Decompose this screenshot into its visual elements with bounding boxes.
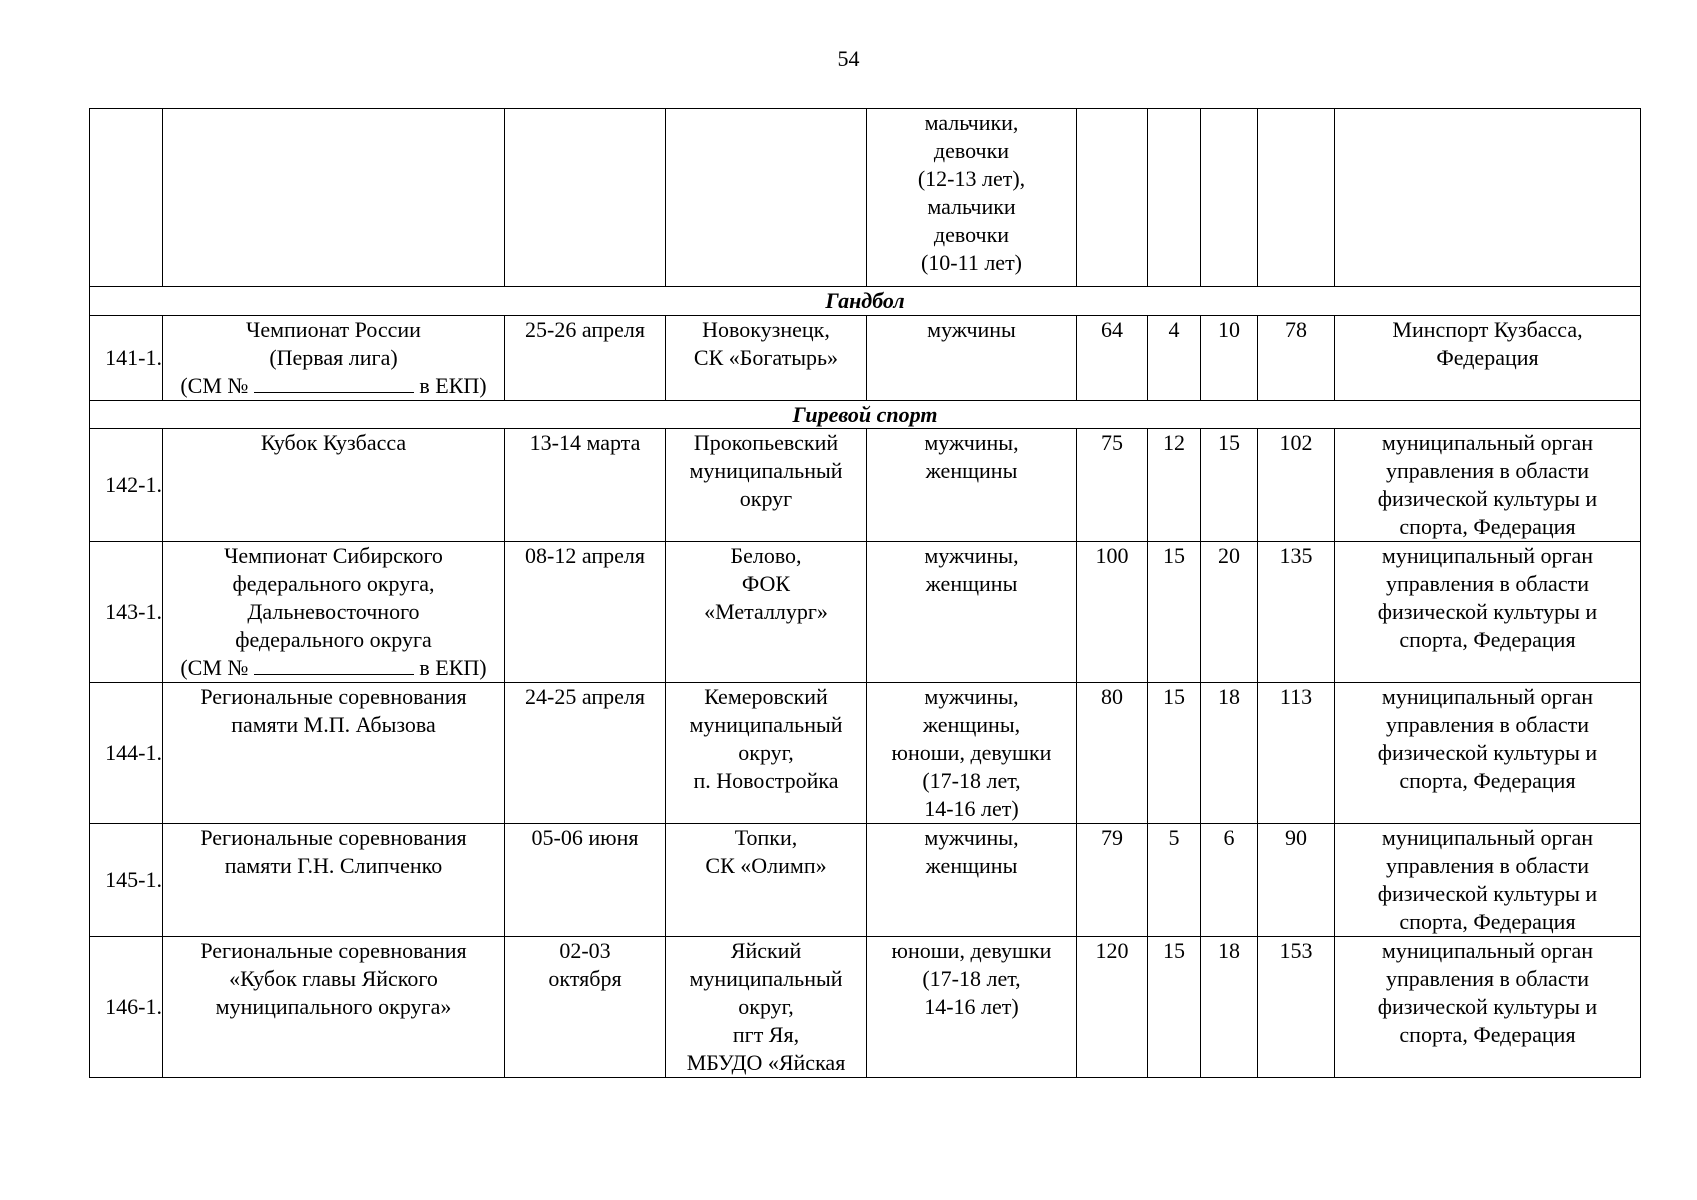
table-row bbox=[90, 937, 1641, 1078]
cell-organizer bbox=[1335, 109, 1641, 287]
cell-c1: 64 bbox=[1077, 316, 1148, 401]
event-name-line: Дальневосточного bbox=[247, 599, 420, 624]
event-name-line: федерального округа bbox=[235, 627, 432, 652]
cell-name: Региональные соревнования «Кубок главы Яйского муниципального округа» bbox=[163, 937, 505, 1078]
cell-c3: 15 bbox=[1201, 429, 1258, 542]
cell-c2: 15 bbox=[1148, 683, 1201, 824]
cell-place: Кемеровский муниципальный округ, п. Новостройка bbox=[666, 683, 867, 824]
cell-dates: 13-14 марта bbox=[505, 429, 666, 542]
cell-participants: мужчины, женщины bbox=[867, 542, 1077, 683]
section-title: Гандбол bbox=[90, 287, 1641, 316]
cell-c2: 15 bbox=[1148, 542, 1201, 683]
cell-num: 142-1. bbox=[90, 429, 163, 542]
cell-c3: 18 bbox=[1201, 683, 1258, 824]
cell-num: 144-1. bbox=[90, 683, 163, 824]
cell-organizer: муниципальный орган управления в области физической культуры и спорта, Федерация bbox=[1335, 824, 1641, 937]
cell-place: Топки, СК «Олимп» bbox=[666, 824, 867, 937]
cell-name bbox=[163, 316, 505, 401]
event-name-line: Чемпионат России bbox=[246, 317, 421, 342]
event-name-line: Чемпионат Сибирского bbox=[224, 543, 443, 568]
section-header bbox=[90, 401, 1641, 429]
cell-participants: мужчины bbox=[867, 316, 1077, 401]
cell-participants: мужчины, женщины, юноши, девушки (17-18 лет, 14-16 лет) bbox=[867, 683, 1077, 824]
cell-c2 bbox=[1148, 109, 1201, 287]
cell-c3: 6 bbox=[1201, 824, 1258, 937]
event-name-line: (Первая лига) bbox=[269, 345, 398, 370]
cell-participants: мужчины, женщины bbox=[867, 429, 1077, 542]
cell-c4: 78 bbox=[1258, 316, 1335, 401]
cell-c2: 4 bbox=[1148, 316, 1201, 401]
cell-organizer: муниципальный орган управления в области физической культуры и спорта, Федерация bbox=[1335, 542, 1641, 683]
cell-name: Региональные соревнования памяти М.П. Абызова bbox=[163, 683, 505, 824]
cell-c2: 15 bbox=[1148, 937, 1201, 1078]
cell-c4: 153 bbox=[1258, 937, 1335, 1078]
sm-reference: (СМ № в ЕКП) bbox=[180, 655, 487, 680]
cell-c3: 10 bbox=[1201, 316, 1258, 401]
cell-num: 146-1. bbox=[90, 937, 163, 1078]
cell-c1: 75 bbox=[1077, 429, 1148, 542]
cell-participants: юноши, девушки (17-18 лет, 14-16 лет) bbox=[867, 937, 1077, 1078]
cell-dates: 24-25 апреля bbox=[505, 683, 666, 824]
cell-c2: 12 bbox=[1148, 429, 1201, 542]
cell-c3 bbox=[1201, 109, 1258, 287]
sm-number-blank bbox=[254, 656, 414, 675]
section-title: Гиревой спорт bbox=[90, 401, 1641, 429]
events-table bbox=[89, 108, 1641, 1078]
cell-organizer: Минспорт Кузбасса, Федерация bbox=[1335, 316, 1641, 401]
cell-c1: 79 bbox=[1077, 824, 1148, 937]
cell-dates: 08-12 апреля bbox=[505, 542, 666, 683]
page-number: 54 bbox=[837, 46, 860, 71]
table-row bbox=[90, 109, 1641, 287]
cell-c4 bbox=[1258, 109, 1335, 287]
cell-organizer: муниципальный орган управления в области физической культуры и спорта, Федерация bbox=[1335, 937, 1641, 1078]
section-header bbox=[90, 287, 1641, 316]
cell-c3: 20 bbox=[1201, 542, 1258, 683]
cell-c4: 135 bbox=[1258, 542, 1335, 683]
cell-c4: 90 bbox=[1258, 824, 1335, 937]
cell-dates: 25-26 апреля bbox=[505, 316, 666, 401]
cell-num bbox=[90, 109, 163, 287]
cell-name: Кубок Кузбасса bbox=[163, 429, 505, 542]
cell-place bbox=[666, 109, 867, 287]
cell-organizer: муниципальный орган управления в области физической культуры и спорта, Федерация bbox=[1335, 429, 1641, 542]
cell-dates: 05-06 июня bbox=[505, 824, 666, 937]
cell-place: Белово, ФОК «Металлург» bbox=[666, 542, 867, 683]
table-row bbox=[90, 542, 1641, 683]
cell-place: Яйский муниципальный округ, пгт Яя, МБУДО «Яйская bbox=[666, 937, 867, 1078]
cell-c2: 5 bbox=[1148, 824, 1201, 937]
sm-reference: (СМ № в ЕКП) bbox=[180, 373, 487, 398]
cell-participants: мужчины, женщины bbox=[867, 824, 1077, 937]
cell-c1: 100 bbox=[1077, 542, 1148, 683]
cell-dates bbox=[505, 109, 666, 287]
table-row bbox=[90, 429, 1641, 542]
table-row bbox=[90, 683, 1641, 824]
cell-place: Новокузнецк, СК «Богатырь» bbox=[666, 316, 867, 401]
cell-participants: мальчики, девочки (12-13 лет), мальчики девочки (10-11 лет) bbox=[867, 109, 1077, 287]
cell-num: 145-1. bbox=[90, 824, 163, 937]
cell-name: Региональные соревнования памяти Г.Н. Слипченко bbox=[163, 824, 505, 937]
sm-number-blank bbox=[254, 374, 414, 393]
table-row bbox=[90, 824, 1641, 937]
cell-c1 bbox=[1077, 109, 1148, 287]
cell-organizer: муниципальный орган управления в области физической культуры и спорта, Федерация bbox=[1335, 683, 1641, 824]
cell-dates: 02-03 октября bbox=[505, 937, 666, 1078]
cell-c4: 113 bbox=[1258, 683, 1335, 824]
cell-c4: 102 bbox=[1258, 429, 1335, 542]
cell-num: 143-1. bbox=[90, 542, 163, 683]
table-row bbox=[90, 316, 1641, 401]
cell-c1: 120 bbox=[1077, 937, 1148, 1078]
cell-c3: 18 bbox=[1201, 937, 1258, 1078]
event-name-line: федерального округа, bbox=[232, 571, 435, 596]
cell-c1: 80 bbox=[1077, 683, 1148, 824]
cell-num: 141-1. bbox=[90, 316, 163, 401]
cell-name bbox=[163, 109, 505, 287]
cell-place: Прокопьевский муниципальный округ bbox=[666, 429, 867, 542]
cell-name bbox=[163, 542, 505, 683]
